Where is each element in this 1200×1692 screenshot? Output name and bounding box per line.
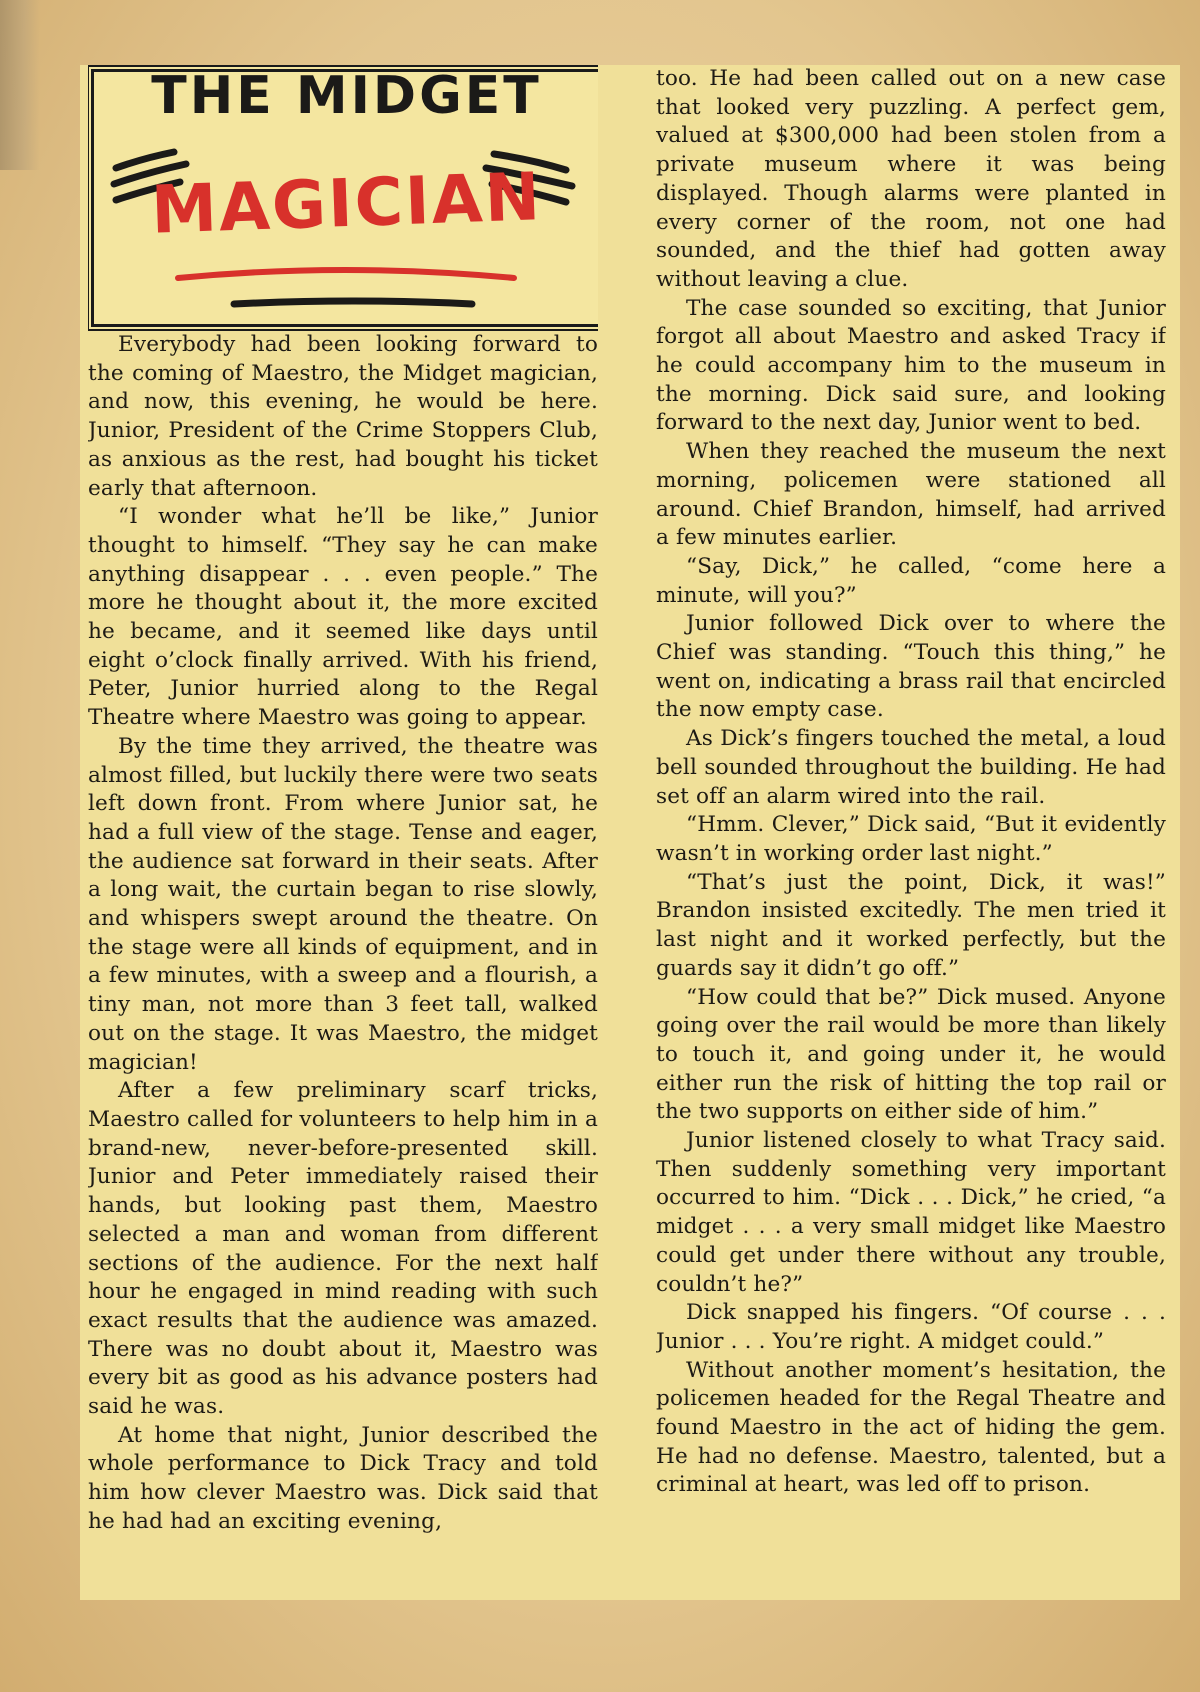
right-paragraph-8: “That’s just the point, Dick, it was!” Brandon insisted excitedly. The men tried it last night and it worked perfectly, but the guards say it didn’t go off.” bbox=[656, 869, 1166, 981]
red-underline bbox=[178, 270, 514, 278]
left-paragraph-3: By the time they arrived, the theatre was almost filled, but luckily there were two seats left down front. From where Junior sat, he had a full view of the stage. Tense and eager, the audience sat forward in their seats. After a long wait, the curtain began to rise slowly, and whispers swept around the theatre. On the stage were all kinds of equipment, and in a few minutes, with a sweep and a flourish, a tiny man, not more than 3 feet tall, walked out on the stage. It was Maestro, the midget magician! bbox=[88, 733, 598, 1075]
title-line-1: THE MIDGET bbox=[151, 69, 542, 126]
right-paragraph-5: Junior followed Dick over to where the Chief was standing. “Touch this thing,” he went on, indicating a brass rail that encircled the now empty case. bbox=[656, 611, 1166, 723]
right-paragraph-12: Without another moment’s hesitation, the policemen headed for the Regal Theatre and found Maestro in the act of hiding the gem. He had no defense. Maestro, talented, but a criminal at heart, was led off to prison. bbox=[656, 1357, 1166, 1498]
left-paragraph-5: At home that night, Junior described the whole performance to Dick Tracy and told him how clever Maestro was. Dick said that he had had an exciting evening, bbox=[88, 1422, 598, 1534]
right-paragraph-7: “Hmm. Clever,” Dick said, “But it evidently wasn’t in working order last night.” bbox=[656, 812, 1166, 866]
right-paragraph-3: When they reached the museum the next morning, policemen were stationed all around. Chief Brandon, himself, had arrived a few minutes earlier. bbox=[656, 439, 1166, 551]
left-column bbox=[88, 65, 598, 1600]
right-paragraph-6: As Dick’s fingers touched the metal, a loud bell sounded throughout the building. He had set off an alarm wired into the rail. bbox=[656, 726, 1166, 809]
right-paragraph-2: The case sounded so exciting, that Junior forgot all about Maestro and asked Tracy if he could accompany him to the museum in the morning. Dick said sure, and looking forward to the next day, Junior went to bed. bbox=[656, 295, 1166, 436]
right-paragraph-4: “Say, Dick,” he called, “come here a minute, will you?” bbox=[656, 553, 1166, 608]
left-paragraph-1: Everybody had been looking forward to the coming of Maestro, the Midget magician, and now, this evening, he would be here. Junior, President of the Crime Stoppers Club, as anxious as the rest, had bought his ticket early that afternoon. bbox=[88, 332, 598, 501]
left-paragraph-2: “I wonder what he’ll be like,” Junior thought to himself. “They say he can make anything disappear . . . even people.” The more he thought about it, the more excited he became, and it seemed like days until eight o’clock finally arrived. With his friend, Peter, Junior hurried along to the Regal Theatre where Maestro was going to appear. bbox=[88, 504, 598, 731]
right-column bbox=[656, 65, 1166, 1600]
right-paragraph-1: too. He had been called out on a new case that looked very puzzling. A perfect gem, valued at $300,000 had been stolen from a private museum where it was being displayed. Though alarms were planted in every corner of the room, not one had sounded, and the thief had gotten away without leaving a clue. bbox=[656, 66, 1166, 292]
paper-stain bbox=[0, 0, 40, 170]
title-box bbox=[91, 69, 598, 327]
right-paragraph-10: Junior listened closely to what Tracy said. Then suddenly something very important occurred to him. “Dick . . . Dick,” he cried, “a midget . . . a very small midget like Maestro could get under there without any trouble, couldn’t he?” bbox=[656, 1128, 1166, 1297]
story-panel bbox=[80, 65, 1180, 1600]
left-paragraph-4: After a few preliminary scarf tricks, Maestro called for volunteers to help him in a brand-new, never-before-presented skill. Junior and Peter immediately raised their hands, but looking past them, Maestro selected a man and woman from different sections of the audience. For the next half hour he engaged in mind reading with such exact results that the audience was amazed. There was no doubt about it, Maestro was every bit as good as his advance posters had said he was. bbox=[88, 1078, 598, 1420]
right-paragraph-11: Dick snapped his fingers. “Of course . . . Junior . . . You’re right. A midget could.” bbox=[656, 1300, 1166, 1354]
right-paragraph-9: “How could that be?” Dick mused. Anyone going over the rail would be more than likely to touch it, and going under it, he would either run the risk of hitting the top rail or the two supports on either side of him.” bbox=[656, 984, 1166, 1125]
bottom-stroke bbox=[234, 301, 472, 304]
title-line-2: MAGICIAN bbox=[149, 158, 544, 249]
